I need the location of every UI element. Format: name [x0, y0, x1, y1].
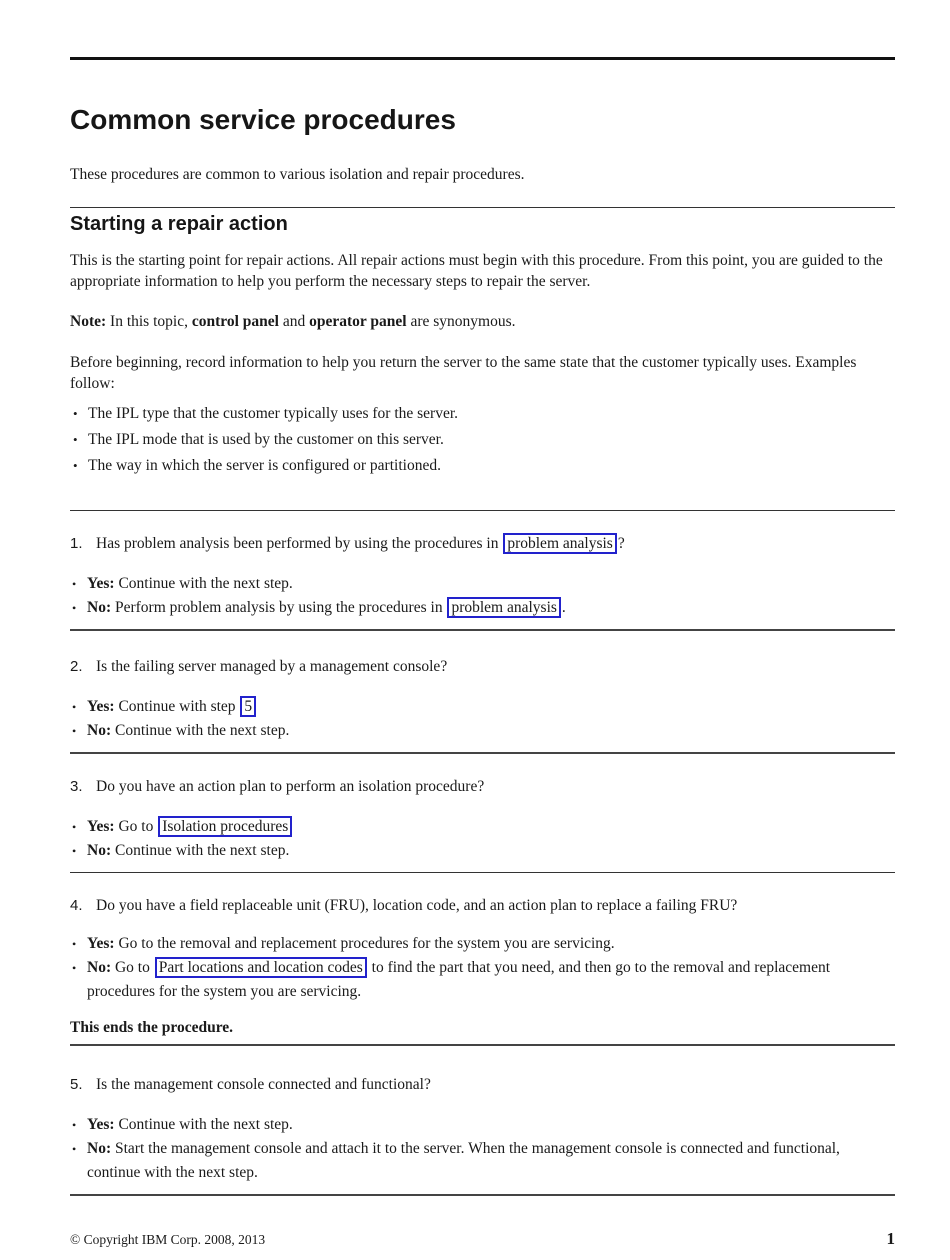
step-5 — [70, 1074, 895, 1196]
no-item: • No: Perform problem analysis by using the procedures in problem analysis . — [70, 596, 895, 620]
step-1 — [70, 533, 895, 631]
note-paragraph: Note: In this topic, control panel and operator panel are synonymous. — [70, 313, 516, 330]
yes-item: • Yes: Continue with the next step. — [70, 572, 895, 596]
step-number: 1. — [70, 535, 83, 552]
step-2 — [70, 656, 895, 754]
step-number: 3. — [70, 778, 83, 795]
section-rule — [70, 207, 895, 208]
yes-item: • Yes: Continue with step 5 — [70, 695, 895, 719]
step-divider-rule — [70, 629, 895, 631]
step-question: 3. Do you have an action plan to perform an isolation procedure? — [70, 778, 485, 795]
yes-no-list — [70, 572, 895, 620]
page-footer — [70, 1228, 895, 1250]
section-paragraph-1: This is the starting point for repair actions. All repair actions must begin with this procedure. From this point, you are guided to the appropriate information to help you perform the necessary steps to repair the server. — [70, 252, 883, 290]
note-term-control-panel: control panel — [191, 313, 279, 330]
step-question: 5. Is the management console connected and functional? — [70, 1076, 431, 1093]
yes-no-list — [70, 932, 895, 1004]
step-divider-rule — [70, 1194, 895, 1196]
yes-item: • Yes: Go to the removal and replacement procedures for the system you are servicing. — [70, 932, 895, 956]
step-divider-rule — [70, 752, 895, 754]
page-title: Common service procedures — [70, 104, 456, 135]
step-divider-rule — [70, 872, 895, 873]
steps-start-rule — [70, 510, 895, 511]
step-3 — [70, 776, 895, 873]
ends-procedure-text: This ends the procedure. — [70, 1019, 234, 1036]
page-number: 1 — [886, 1229, 895, 1248]
step-number: 2. — [70, 658, 83, 675]
step-question: 1. Has problem analysis been performed by using the procedures in problem analysis ? — [70, 535, 625, 552]
link-problem-analysis-2[interactable]: problem analysis — [447, 597, 560, 618]
section-paragraph-2: Before beginning, record information to help you return the server to the same state that the customer typically uses. Examples follow: — [70, 354, 857, 392]
list-item: • The IPL mode that is used by the customer on this server. — [70, 427, 895, 453]
intro-paragraph: These procedures are common to various isolation and repair procedures. — [70, 166, 525, 183]
section-heading: Starting a repair action — [70, 213, 288, 235]
list-item: • The way in which the server is configured or partitioned. — [70, 453, 895, 479]
bullet-list — [70, 401, 895, 479]
step-question: 2. Is the failing server managed by a management console? — [70, 658, 448, 675]
note-term-operator-panel: operator panel — [309, 313, 407, 330]
top-rule — [70, 57, 895, 60]
copyright-notice: © Copyright IBM Corp. 2008, 2013 — [70, 1232, 266, 1247]
link-problem-analysis[interactable]: problem analysis — [503, 533, 616, 554]
yes-no-list — [70, 695, 895, 743]
step-4 — [70, 895, 895, 1046]
step-number: 5. — [70, 1076, 83, 1093]
link-step-5[interactable]: 5 — [240, 696, 256, 717]
step-number: 4. — [70, 897, 83, 914]
no-item: • No: Start the management console and attach it to the server. When the management console is connected and functional, continue with the next step. — [70, 1137, 895, 1185]
no-item: • No: Go to Part locations and location codes to find the part that you need, and then go to the removal and replacement procedures for the system you are servicing. — [70, 956, 895, 1004]
yes-no-list — [70, 815, 895, 863]
yes-item: • Yes: Continue with the next step. — [70, 1113, 895, 1137]
step-divider-rule — [70, 1044, 895, 1046]
yes-item: • Yes: Go to Isolation procedures — [70, 815, 895, 839]
no-item: • No: Continue with the next step. — [70, 839, 895, 863]
yes-no-list — [70, 1113, 895, 1185]
list-item: • The IPL type that the customer typically uses for the server. — [70, 401, 895, 427]
no-item: • No: Continue with the next step. — [70, 719, 895, 743]
step-question: 4. Do you have a field replaceable unit (FRU), location code, and an action plan to replace a failing FRU? — [70, 897, 738, 914]
link-part-locations[interactable]: Part locations and location codes — [155, 957, 367, 978]
link-isolation-procedures[interactable]: Isolation procedures — [158, 816, 292, 837]
note-label: Note: — [70, 313, 107, 330]
